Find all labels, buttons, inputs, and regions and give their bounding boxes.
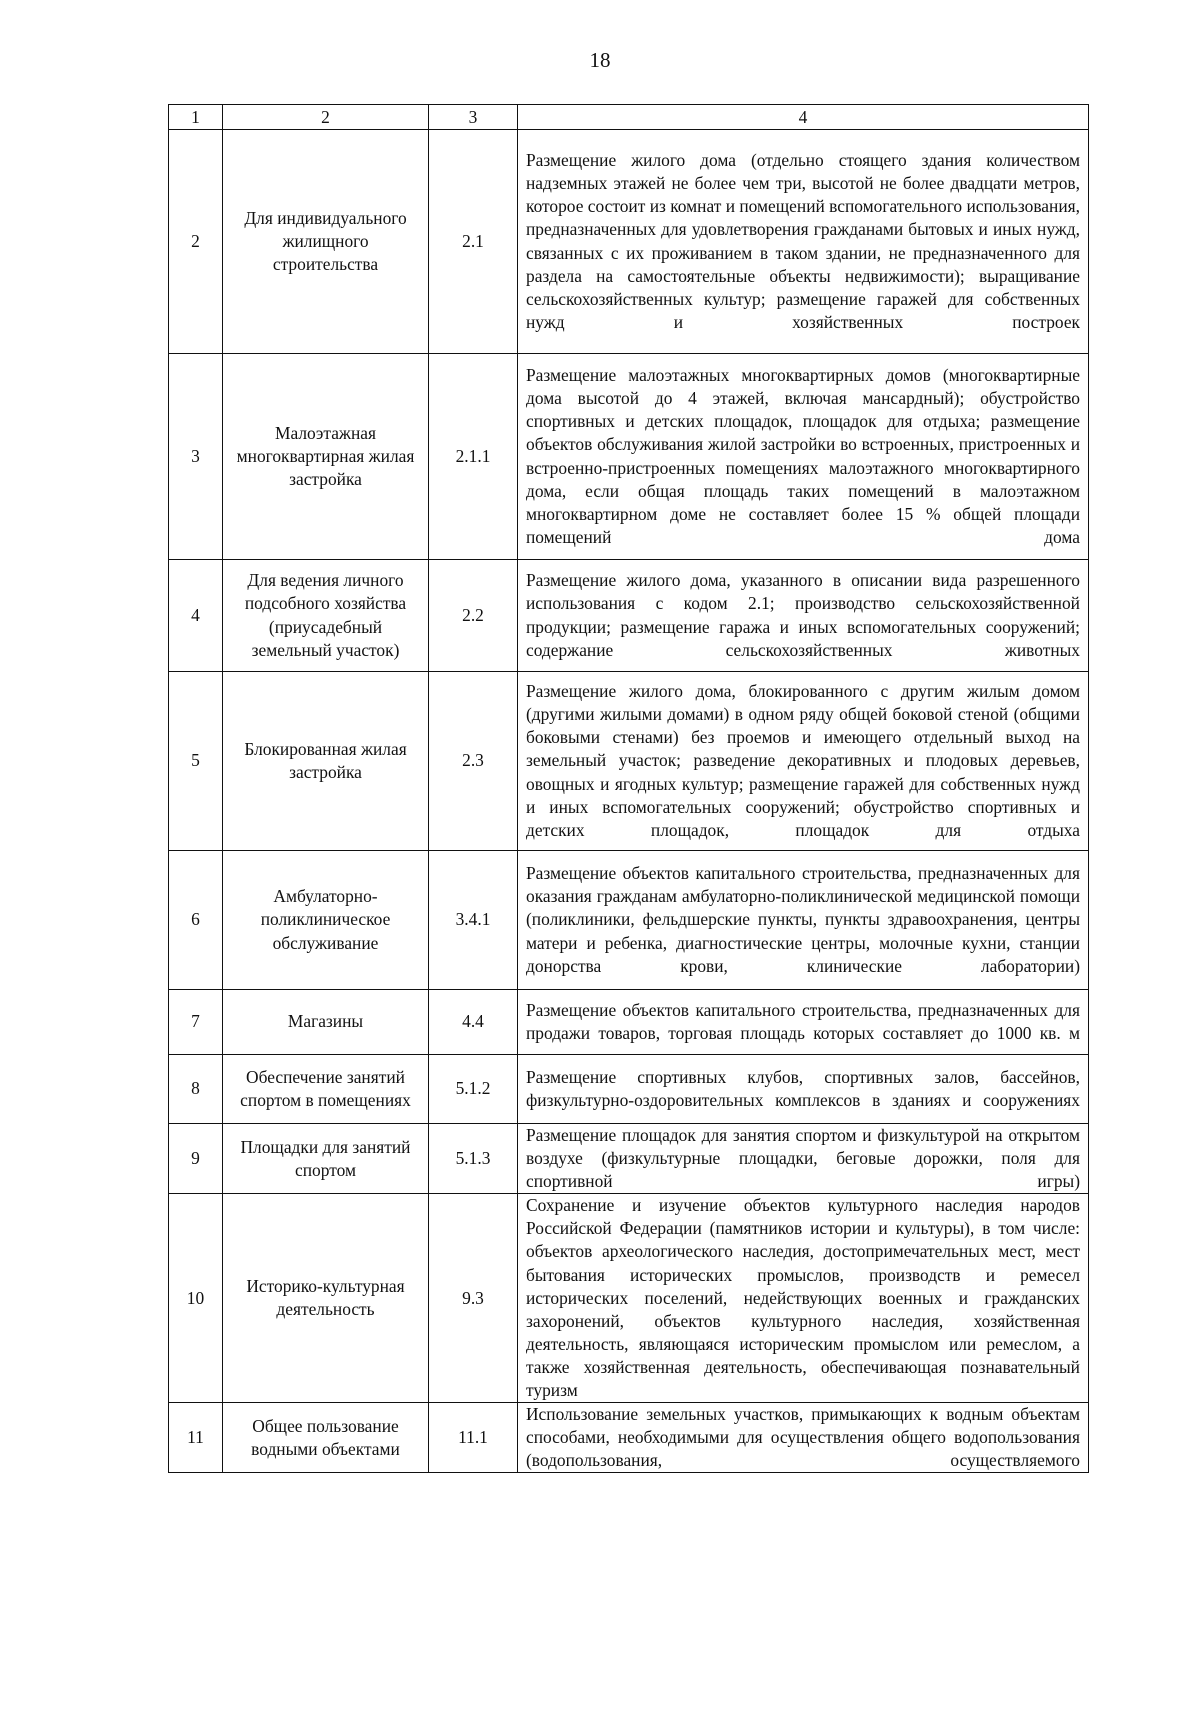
land-use-description: Размещение жилого дома (отдельно стоящего здания количеством надземных этажей не более чем три, высотой не более двадцати метров, которое состоит из комнат и помещений вспомогательного использования, предназначенных для удовлетворения гражданами бытовых и иных нужд, связанных с их проживанием в таком здании, не предназначенного для раздела на самостоятельные объекты недвижимости); выращивание сельскохозяйственных культур; размещение гаражей для собственных нужд и хозяйственных построек [518,130,1089,354]
table-row [169,672,1089,851]
land-use-code: 2.1.1 [429,354,518,560]
land-use-code: 2.2 [429,560,518,672]
row-number: 5 [169,672,223,851]
row-number: 6 [169,851,223,990]
land-use-description: Размещение малоэтажных многоквартирных домов (многоквартирные дома высотой до 4 этажей, включая мансардный); обустройство спортивных и детских площадок, площадок для отдыха; размещение объектов обслуживания жилой застройки во встроенных, пристроенных и встроенно-пристроенных помещениях малоэтажного многоквартирного дома, если общая площадь таких помещений в малоэтажном многоквартирном доме не составляет более 15 % общей площади помещений дома [518,354,1089,560]
land-use-name: Амбулаторно-поликлиническое обслуживание [223,851,429,990]
header-cell-1: 1 [169,105,223,130]
table-row [169,354,1089,560]
land-use-code: 5.1.2 [429,1055,518,1124]
row-number: 7 [169,990,223,1055]
row-number: 10 [169,1194,223,1403]
land-use-description: Размещение жилого дома, блокированного с другим жилым домом (другими жилыми домами) в одном ряду общей боковой стеной (общими боковыми стенами) без проемов и имеющего отдельный выход на земельный участок; разведение декоративных и плодовых деревьев, овощных и ягодных культур; размещение гаражей для собственных нужд и иных вспомогательных сооружений; обустройство спортивных и детских площадок, площадок для отдыха [518,672,1089,851]
land-use-name: Общее пользование водными объектами [223,1403,429,1473]
land-use-name: Историко-культурная деятельность [223,1194,429,1403]
land-use-name: Магазины [223,990,429,1055]
table-row [169,560,1089,672]
land-use-description: Размещение спортивных клубов, спортивных залов, бассейнов, физкультурно-оздоровительных комплексов в зданиях и сооружениях [518,1055,1089,1124]
row-number: 3 [169,354,223,560]
land-use-code: 9.3 [429,1194,518,1403]
land-use-code: 11.1 [429,1403,518,1473]
table-row [169,1194,1089,1403]
land-use-code: 4.4 [429,990,518,1055]
table-row [169,1403,1089,1473]
land-use-description: Размещение объектов капитального строительства, предназначенных для продажи товаров, торговая площадь которых составляет до 1000 кв. м [518,990,1089,1055]
land-use-code: 2.3 [429,672,518,851]
header-cell-4: 4 [518,105,1089,130]
table-row [169,1055,1089,1124]
land-use-description: Сохранение и изучение объектов культурного наследия народов Российской Федерации (памятников истории и культуры), в том числе: объектов археологического наследия, достопримечательных мест, мест бытования исторических промыслов, производств и ремесел исторических поселений, недействующих военных и гражданских захоронений, объектов культурного наследия, хозяйственная деятельность, являющаяся историческим промыслом или ремеслом, а также хозяйственная деятельность, обеспечивающая познавательный туризм [518,1194,1089,1403]
header-cell-3: 3 [429,105,518,130]
land-use-code: 3.4.1 [429,851,518,990]
land-use-name: Для ведения личного подсобного хозяйства (приусадебный земельный участок) [223,560,429,672]
land-use-description: Использование земельных участков, примыкающих к водным объектам способами, необходимыми для осуществления общего водопользования (водопользования, осуществляемого [518,1403,1089,1473]
row-number: 11 [169,1403,223,1473]
row-number: 2 [169,130,223,354]
row-number: 4 [169,560,223,672]
row-number: 8 [169,1055,223,1124]
land-use-name: Обеспечение занятий спортом в помещениях [223,1055,429,1124]
table-row [169,1124,1089,1194]
land-use-description: Размещение площадок для занятия спортом и физкультурой на открытом воздухе (физкультурные площадки, беговые дорожки, поля для спортивной игры) [518,1124,1089,1194]
land-use-code: 5.1.3 [429,1124,518,1194]
land-use-description: Размещение объектов капитального строительства, предназначенных для оказания гражданам амбулаторно-поликлинической медицинской помощи (поликлиники, фельдшерские пункты, пункты здравоохранения, центры матери и ребенка, диагностические центры, молочные кухни, станции донорства крови, клинические лаборатории) [518,851,1089,990]
table-row [169,130,1089,354]
land-use-name: Площадки для занятий спортом [223,1124,429,1194]
land-use-name: Для индивидуального жилищного строительства [223,130,429,354]
header-row [169,105,1089,130]
table-row [169,990,1089,1055]
page-number: 18 [589,48,611,72]
table-body [169,105,1089,1473]
land-use-code: 2.1 [429,130,518,354]
land-use-description: Размещение жилого дома, указанного в описании вида разрешенного использования с кодом 2.1; производство сельскохозяйственной продукции; размещение гаража и иных вспомогательных сооружений; содержание сельскохозяйственных животных [518,560,1089,672]
land-use-name: Малоэтажная многоквартирная жилая застройка [223,354,429,560]
land-use-name: Блокированная жилая застройка [223,672,429,851]
row-number: 9 [169,1124,223,1194]
header-cell-2: 2 [223,105,429,130]
table-row [169,851,1089,990]
land-use-table [168,104,1089,1473]
